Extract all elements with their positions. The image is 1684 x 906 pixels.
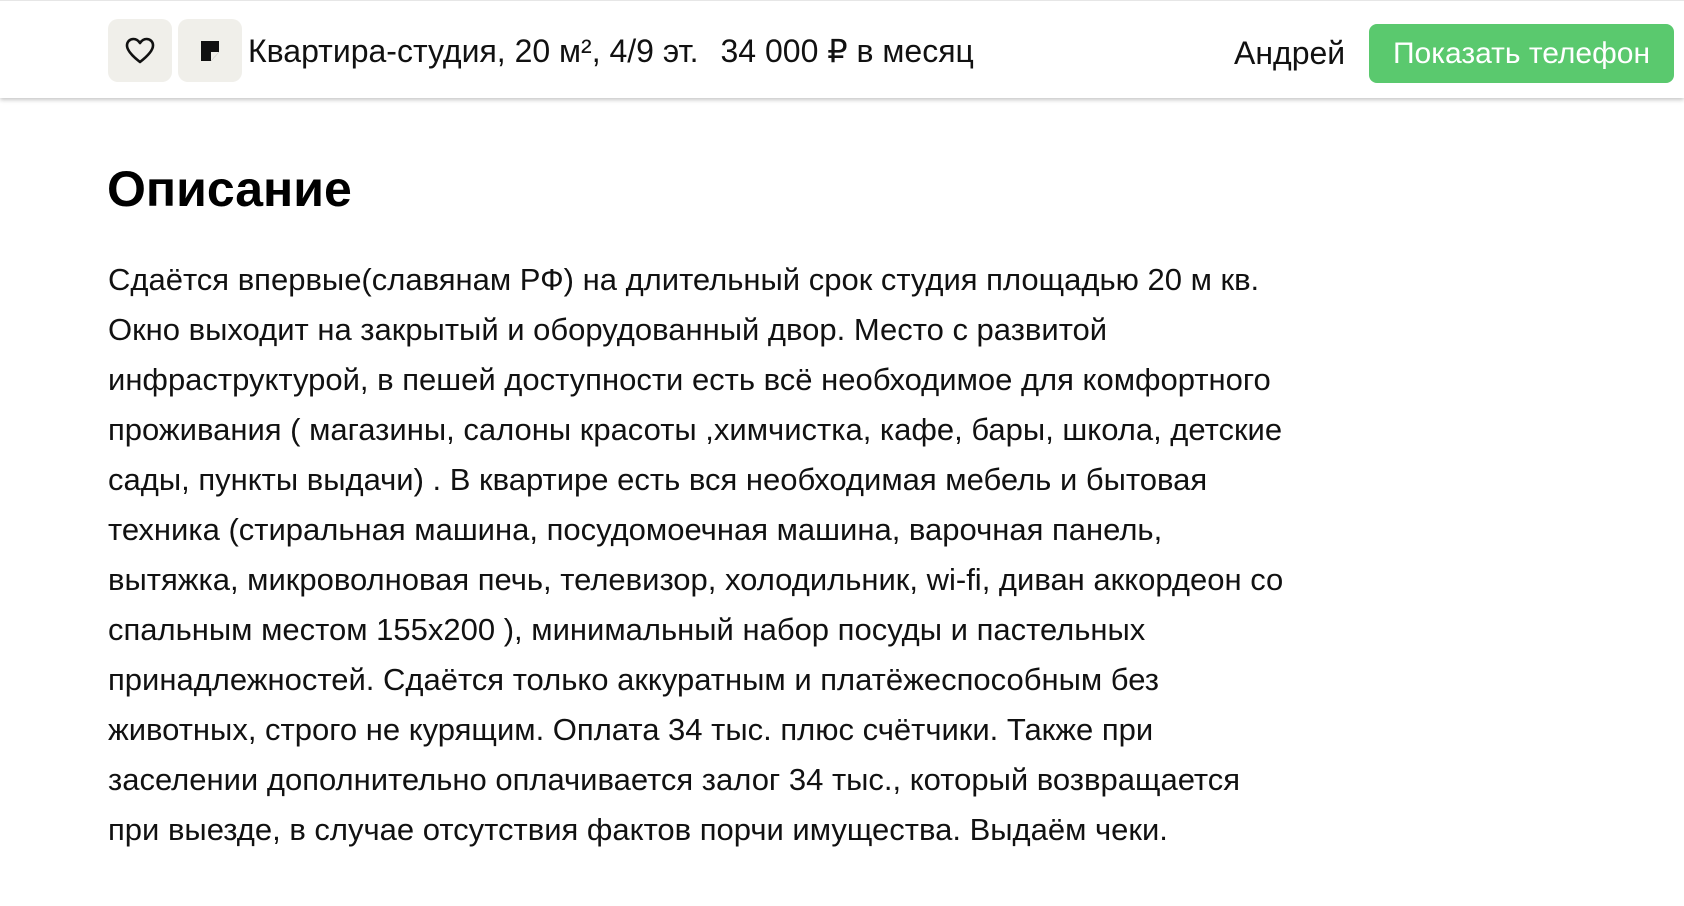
description-line: вытяжка, микроволновая печь, телевизор, холодильник, wi-fi, диван аккордеон со: [108, 562, 1284, 597]
section-title: Описание: [107, 161, 352, 217]
listing-title-bar: [248, 29, 974, 73]
listing-price: 34 000 ₽ в месяц: [720, 33, 974, 69]
author-name[interactable]: Андрей: [1234, 34, 1346, 71]
heart-icon: [125, 37, 155, 65]
note-button[interactable]: [178, 19, 242, 82]
show-phone-button[interactable]: Показать телефон: [1369, 24, 1674, 83]
listing-title: Квартира-студия, 20 м², 4/9 эт.: [248, 32, 699, 69]
description-text: [108, 255, 1408, 855]
description-line: Окно выходит на закрытый и оборудованный двор. Место с развитой: [108, 312, 1108, 347]
description-line: техника (стиральная машина, посудомоечная машина, варочная панель,: [108, 512, 1163, 547]
description-line: спальным местом 155х200 ), минимальный набор посуды и пастельных: [108, 612, 1146, 647]
description-line: заселении дополнительно оплачивается залог 34 тыс., который возвращается: [108, 762, 1241, 797]
favorite-button[interactable]: [108, 19, 172, 82]
description-line: Сдаётся впервые(славянам РФ) на длительный срок студия площадью 20 м кв.: [108, 262, 1260, 297]
description-line: сады, пункты выдачи) . В квартире есть вся необходимая мебель и бытовая: [108, 462, 1208, 497]
description-line: инфраструктурой, в пешей доступности есть всё необходимое для комфортного: [108, 362, 1271, 397]
description-line: животных, строго не курящим. Оплата 34 тыс. плюс счётчики. Также при: [108, 712, 1154, 747]
description-line: принадлежностей. Сдаётся только аккуратным и платёжеспособным без: [108, 662, 1159, 697]
description-line: проживания ( магазины, салоны красоты ,химчистка, кафе, бары, школа, детские: [108, 412, 1283, 447]
note-icon: [197, 38, 223, 64]
description-line: при выезде, в случае отсутствия фактов порчи имущества. Выдаём чеки.: [108, 812, 1168, 847]
sticky-header: [0, 0, 1684, 98]
